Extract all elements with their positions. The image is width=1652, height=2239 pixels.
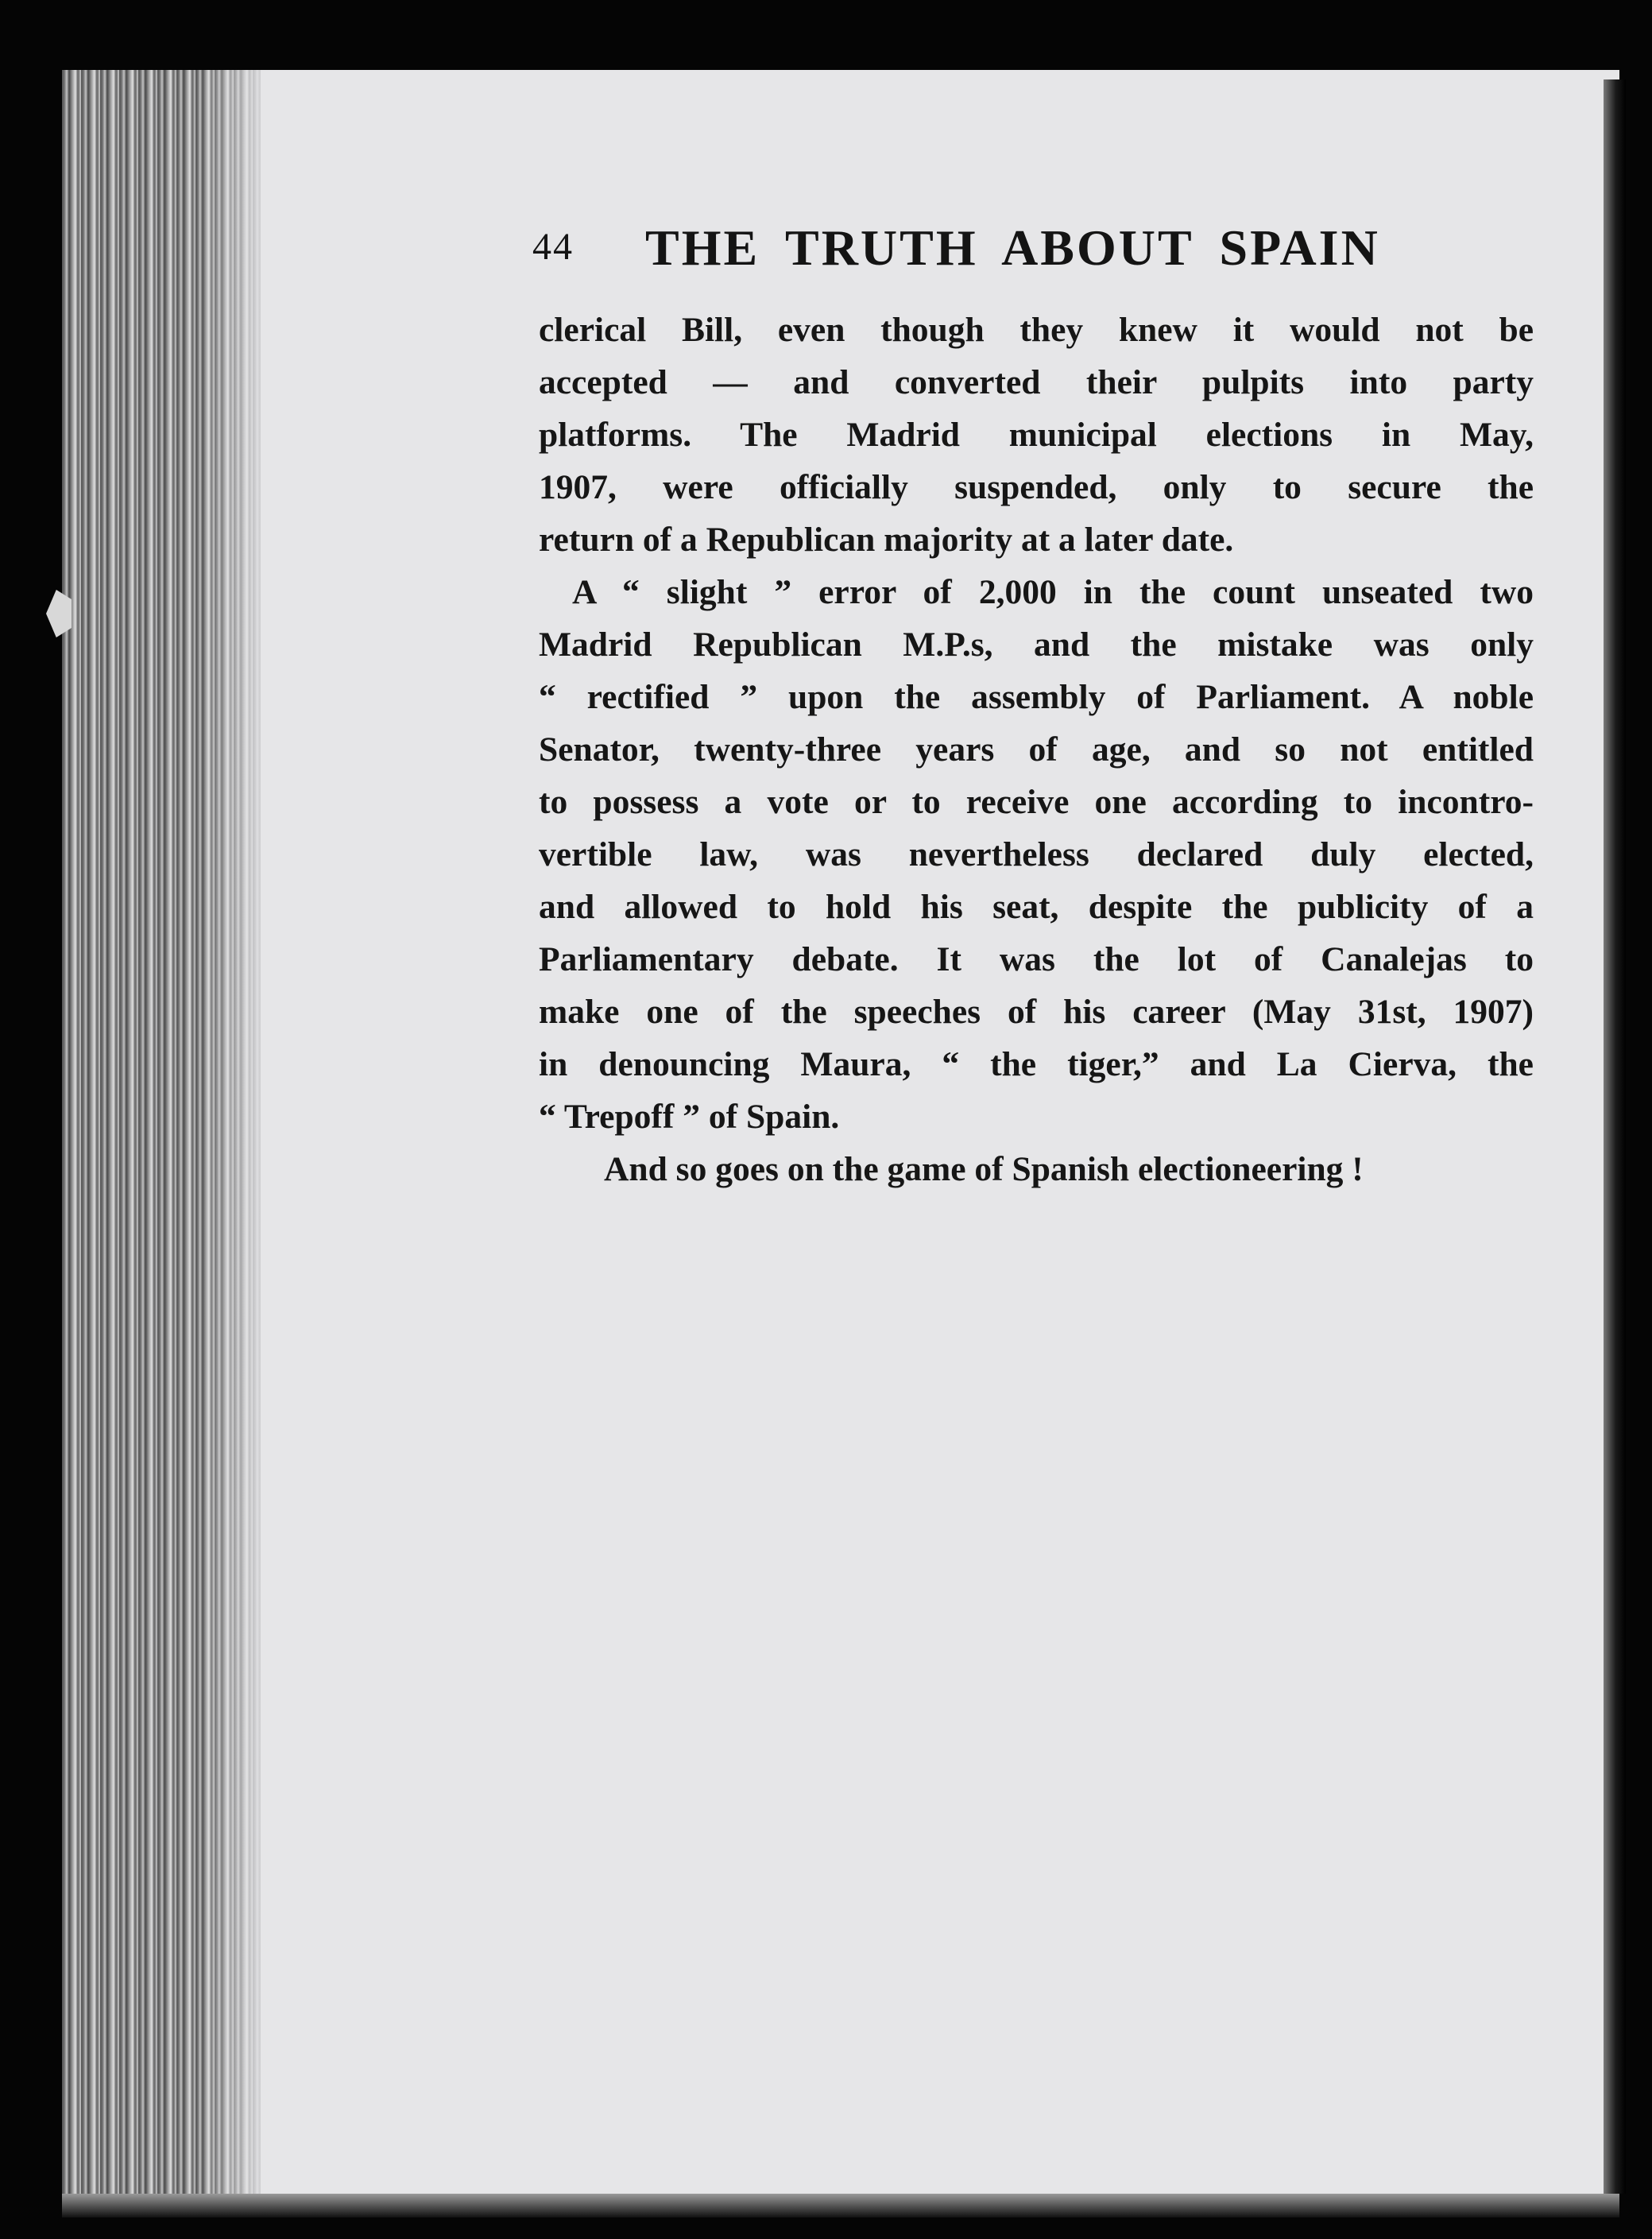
text-line: return of a Republican majority at a later date. (539, 521, 1234, 559)
page-edge-fade (199, 70, 270, 2208)
text-line: to possess a vote or to receive one according to incontro- (539, 783, 1534, 821)
text-line: and allowed to hold his seat, despite the publicity of a (539, 888, 1534, 926)
text-line: 1907, were officially suspended, only to secure the (539, 468, 1534, 506)
text-line: Parliamentary debate. It was the lot of Canalejas to (539, 940, 1534, 978)
text-line: vertible law, was nevertheless declared duly elected, (539, 835, 1534, 874)
text-line: A “ slight ” error of 2,000 in the count unseated two (572, 573, 1534, 611)
page-number: 44 (532, 226, 574, 268)
text-line: Madrid Republican M.P.s, and the mistake was only (539, 626, 1534, 664)
bottom-page-shadow (62, 2194, 1619, 2218)
text-line: make one of the speeches of his career (May 31st, 1907) (539, 993, 1534, 1031)
text-line: in denouncing Maura, “ the tiger,” and La Cierva, the (539, 1045, 1534, 1083)
right-binding-shadow (1604, 79, 1626, 2194)
text-line: “ Trepoff ” of Spain. (539, 1098, 840, 1136)
text-line: accepted — and converted their pulpits into party (539, 363, 1534, 401)
running-head (532, 219, 1430, 282)
running-title: THE TRUTH ABOUT SPAIN (645, 219, 1380, 276)
text-line: Senator, twenty-three years of age, and so not entitled (539, 730, 1534, 769)
text-line: clerical Bill, even though they knew it would not be (539, 311, 1534, 349)
text-line: And so goes on the game of Spanish electioneering ! (604, 1150, 1364, 1188)
body-text (539, 304, 1534, 1195)
text-line: platforms. The Madrid municipal elections in May, (539, 416, 1534, 454)
text-line: “ rectified ” upon the assembly of Parliament. A noble (539, 678, 1534, 716)
